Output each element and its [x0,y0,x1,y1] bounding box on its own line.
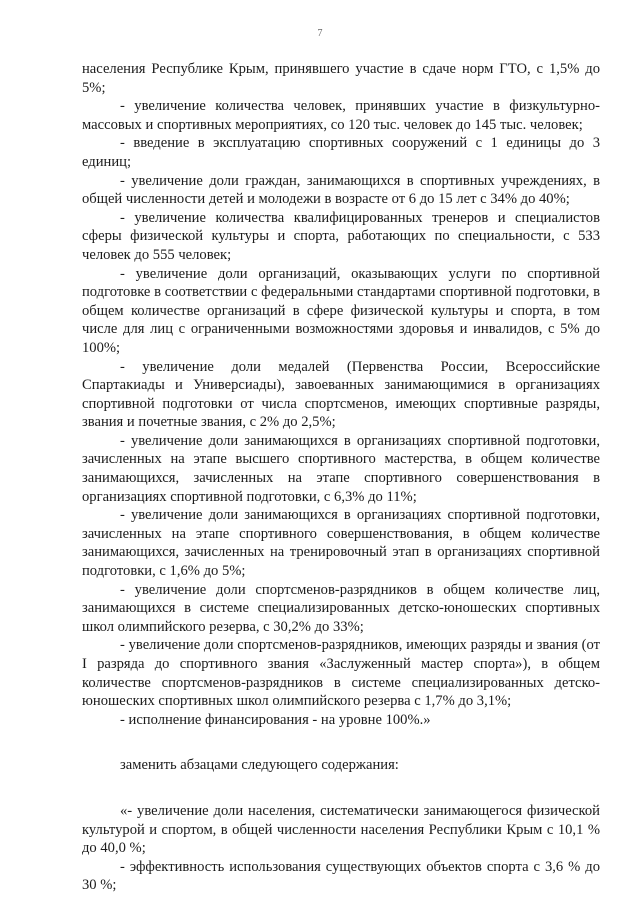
paragraph: - увеличение доли занимающихся в организациях спортивной подготовки, зачисленных на этапе высшего спортивного мастерства, в общем количестве занимающихся, зачисленных на этапе спортивного совершенствования в организациях спортивной подготовки, с 6,3% до 11%; [82,432,600,505]
replace-heading: заменить абзацами следующего содержания: [120,757,399,774]
spacer [82,729,600,756]
paragraph: - увеличение доли спортсменов-разрядников в общем количестве лиц, занимающихся в системе специализированных детско-юношеских спортивных школ олимпийского резерва, с 30,2% до 33%; [82,581,600,635]
document-body [82,60,600,895]
paragraph: населения Республике Крым, принявшего участие в сдаче норм ГТО, с 1,5% до 5%; [82,61,600,96]
paragraph: - увеличение доли граждан, занимающихся в спортивных учреждениях, в общей численности детей и молодежи в возрасте от 6 до 15 лет с 34% до 40%; [82,172,600,208]
paragraph: - введение в эксплуатацию спортивных сооружений с 1 единицы до 3 единиц; [82,135,600,170]
paragraph: - увеличение количества квалифицированных тренеров и специалистов сферы физической культуры и спорта, работающих по специальности, с 533 человек до 555 человек; [82,209,600,263]
paragraph: «- увеличение доли населения, систематически занимающегося физической культурой и спортом, в общей численности населения Республики Крым с 10,1 % до 40,0 %; [82,802,600,857]
page-number: 7 [317,28,323,39]
paragraph: - увеличение доли организаций, оказывающих услуги по спортивной подготовке в соответствии с федеральными стандартами спортивной подготовки, в общем количестве организаций в сфере физической культуры и спорта, в том числе для лиц с ограниченными возможностями здоровья и инвалидов, с 5% до 100%; [82,265,600,356]
paragraph: - эффективность использования существующих объектов спорта с 3,6 % до 30 %; [82,858,600,894]
paragraph: - увеличение доли занимающихся в организациях спортивной подготовки, зачисленных на этапе спортивного совершенствования, в общем количестве занимающихся, зачисленных на тренировочный этап в организациях спортивной подготовки, с 1,6% до 5%; [82,507,600,580]
paragraph: - исполнение финансирования - на уровне 100%.» [120,711,431,728]
paragraph: - увеличение количества человек, принявших участие в физкультурно-массовых и спортивных мероприятиях, со 120 тыс. человек до 145 тыс. человек; [82,98,600,133]
spacer [82,775,600,802]
paragraph: - увеличение доли медалей (Первенства России, Всероссийские Спартакиады и Универсиады), завоеванных занимающимися в организациях спортивной подготовки от числа спортсменов, имеющих спортивные разряды, звания и почетные звания, с 2% до 2,5%; [82,358,600,431]
paragraph: - увеличение доли спортсменов-разрядников, имеющих разряды и звания (от I разряда до спортивного звания «Заслуженный мастер спорта»), в общем количестве спортсменов-разрядников в системе специализированных детско-юношеских спортивных школ олимпийского резерва с 1,7% до 3,1%; [82,637,600,710]
